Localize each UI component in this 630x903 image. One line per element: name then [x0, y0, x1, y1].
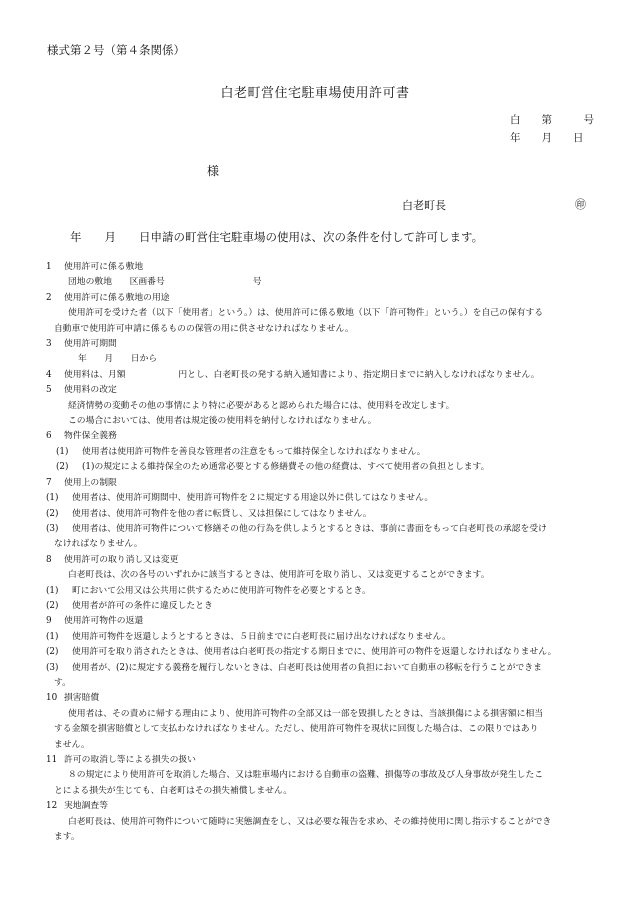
section-heading: 8 使用許可の取り消し又は変更 — [46, 554, 179, 565]
section-heading: 10 損害賠償 — [46, 693, 100, 704]
section-line: とによる損失が生じても、白老町はその損失補償しません。 — [54, 785, 293, 796]
section-heading: 6 物件保全義務 — [46, 431, 117, 442]
section-line: 団地の敷地 区画番号 号 — [68, 277, 262, 288]
section-item: (2) 使用許可を取り消されたときは、使用者は白老町長の指定する期日までに、使用許可の物件を返還しなければなりません。 — [46, 647, 557, 658]
section-line: ます。 — [54, 832, 80, 843]
section-item: (2) 使用者は、使用許可物件を他の者に転貸し、又は担保にしてはなりません。 — [46, 508, 372, 519]
document-date: 年 月 日 — [510, 132, 584, 144]
section-line: ません。 — [54, 739, 90, 750]
section-heading: 4 使用料は、月額 円とし、白老町長の発する納入通知書により、指定期日までに納入しなければなりません。 — [46, 369, 540, 380]
section-heading: 12 実地調査等 — [46, 801, 108, 812]
recipient-honorific: 様 — [207, 164, 220, 178]
section-item-continuation: なければなりません。 — [54, 539, 143, 550]
section-item: (3) 使用者は、使用許可物件について修繕その他の行為を供しようとするときは、事前に書面をもって白老町長の承認を受け — [46, 523, 547, 534]
section-line: 白老町長は、次の各号のいずれかに該当するときは、使用許可を取り消し、又は変更することができます。 — [68, 570, 490, 581]
section-heading: 5 使用料の改定 — [46, 385, 117, 396]
section-item: (1) 町において公用又は公共用に供するために使用許可物件を必要とするとき。 — [46, 585, 371, 596]
section-item: (2) (1)の規定による維持保全のため通常必要とする修繕費その他の経費は、すべて使用者の負担とします。 — [56, 462, 490, 473]
intro-text: 年 月 日申請の町営住宅駐車場の使用は、次の条件を付して許可します。 — [70, 230, 484, 244]
section-item: (1) 使用者は使用許可物件を善良な管理者の注意をもって維持保全しなければなりません。 — [56, 446, 426, 457]
seal-mark: ㊞ — [575, 198, 586, 211]
section-item: (2) 使用者が許可の条件に違反したとき — [46, 600, 213, 611]
section-line: 経済情勢の変動その他の事情により特に必要があると認められた場合には、使用料を改定します。 — [68, 400, 455, 411]
document-title: 白老町営住宅駐車場使用許可書 — [220, 86, 410, 101]
section-line: 使用許可を受けた者（以下「使用者」という。）は、使用許可に係る敷地（以下「許可物件」という。）を自己の保有する — [68, 308, 544, 319]
section-item: (1) 使用者は、使用許可期間中、使用許可物件を２に規定する用途以外に供してはなりません。 — [46, 493, 434, 504]
section-heading: 1 使用許可に係る敷地 — [46, 262, 144, 272]
issuer-name: 白老町長 — [402, 199, 446, 212]
section-line: 年 月 日から — [78, 354, 158, 365]
form-number: 様式第２号（第４条関係） — [47, 43, 185, 57]
section-line: 白老町長は、使用許可物件について随時に実態調査をし、又は必要な報告を求め、その維持使用に関し指示することができ — [68, 816, 552, 827]
section-line: 自動車で使用許可申請に係るものの保管の用に供させなければなりません。 — [54, 323, 354, 334]
section-line: 使用者は、その責めに帰する理由により、使用許可物件の全部又は一部を毀損したときは、当該損傷による損害額に相当 — [68, 708, 544, 719]
section-item: (3) 使用者が、(2)に規定する義務を履行しないときは、白老町長は使用者の負担において自動車の移転を行うことができま — [46, 662, 542, 673]
conditions-list — [46, 260, 616, 845]
section-item: (1) 使用許可物件を返還しようとするときは、５日前までに白老町長に届け出なければなりません。 — [46, 631, 451, 642]
section-heading: 7 使用上の制限 — [46, 477, 117, 488]
section-line: する金額を損害賠償として支払わなければなりません。ただし、使用許可物件を現状に回復した場合は、この限りではあり — [54, 724, 539, 735]
section-heading: 2 使用許可に係る敷地の用途 — [46, 292, 170, 303]
section-heading: 11 許可の取消し等による損失の扱い — [46, 755, 196, 765]
document-number: 白 第 号 — [510, 114, 594, 126]
section-item-continuation: す。 — [54, 677, 71, 688]
section-line: この場合においては、使用者は規定後の使用料を納付しなければなりません。 — [68, 416, 377, 427]
section-heading: 3 使用許可期間 — [46, 339, 117, 350]
section-line: ８の規定により使用許可を取消した場合、又は駐車場内における自動車の盗難、損傷等の事故及び人身事故が発生したこ — [68, 770, 544, 781]
section-heading: 9 使用許可物件の返還 — [46, 616, 144, 627]
